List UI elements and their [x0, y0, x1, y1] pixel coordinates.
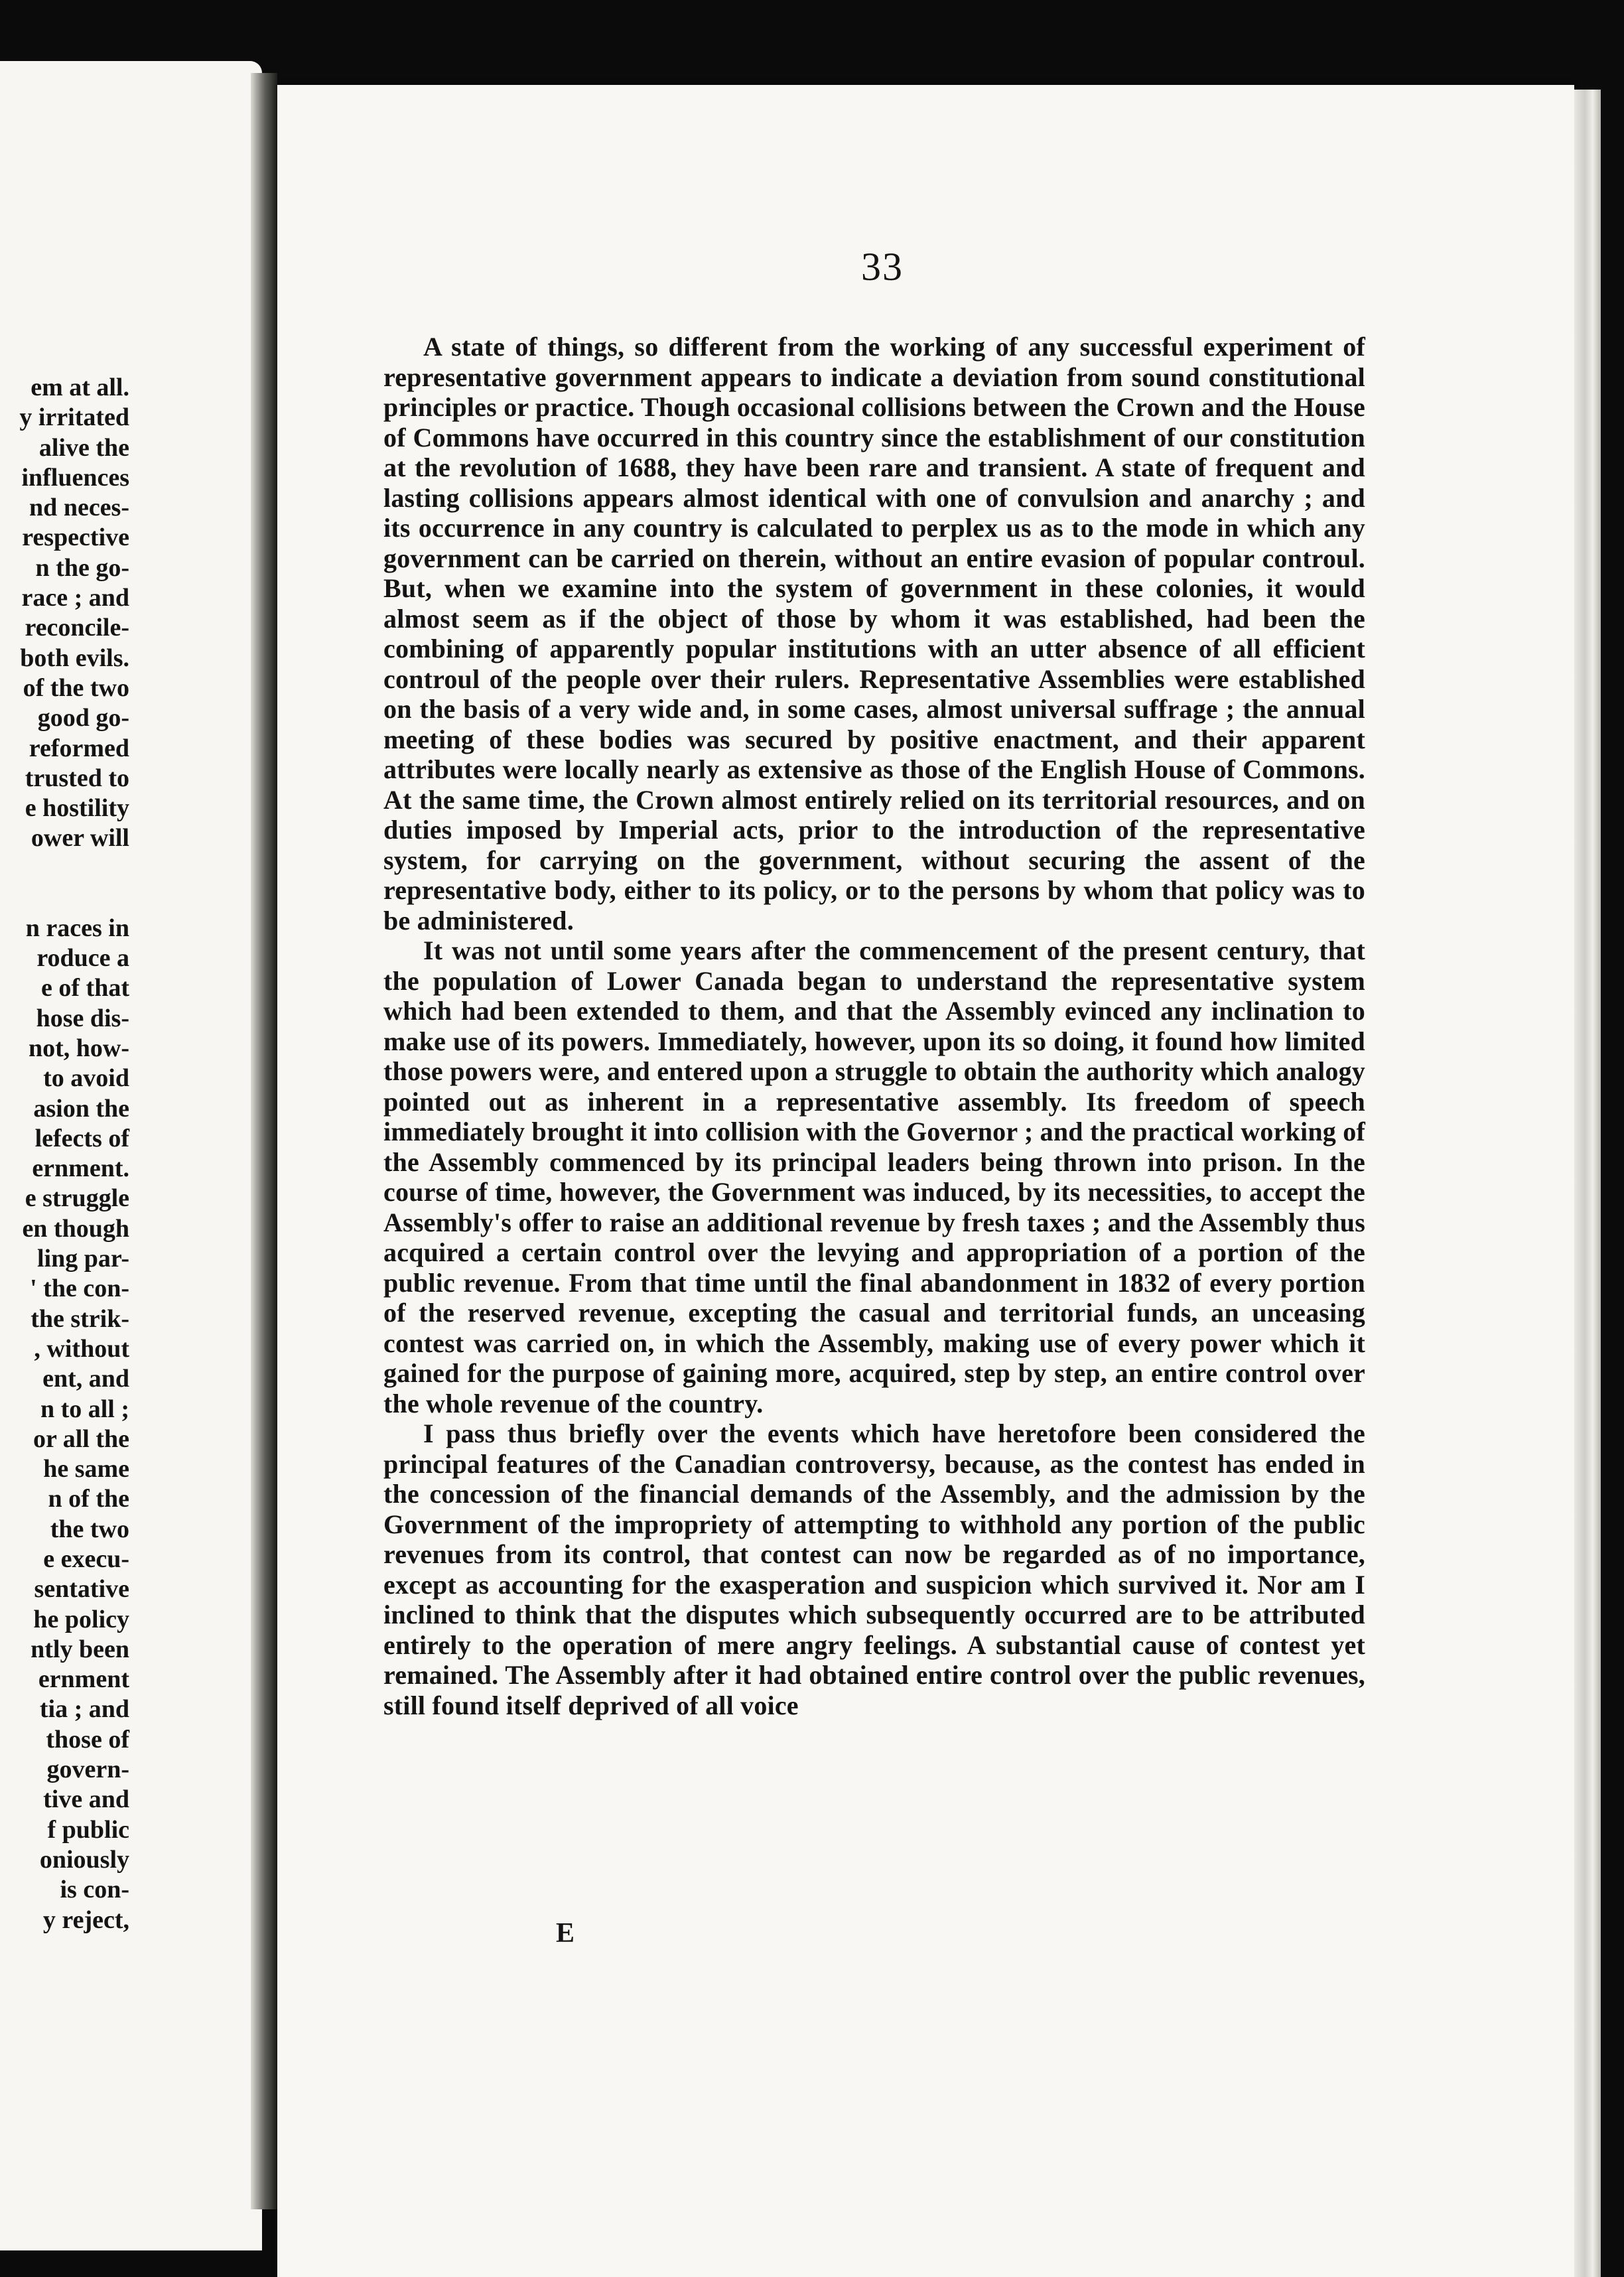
left-page-line: ling par- — [37, 1245, 129, 1273]
left-page-line: he policy — [33, 1605, 129, 1633]
signature-mark: E — [556, 1918, 575, 1949]
left-page-text — [0, 373, 129, 1935]
left-page-line: tia ; and — [39, 1695, 129, 1724]
left-page-line: n to all ; — [40, 1395, 129, 1423]
left-page-line: both evils. — [20, 644, 129, 672]
page-number: 33 — [861, 245, 904, 289]
left-page-line: roduce a — [36, 944, 129, 973]
left-page-line: y irritated — [19, 403, 129, 432]
left-page-line: race ; and — [21, 584, 129, 612]
left-page-line: is con- — [60, 1876, 129, 1904]
left-page-line: influences — [21, 463, 129, 492]
left-page-line: y reject, — [42, 1905, 129, 1934]
page-edge — [1574, 90, 1601, 2277]
left-page-line: en though — [22, 1214, 129, 1243]
left-page-line: asion the — [33, 1094, 129, 1123]
left-page-line: not, how- — [28, 1034, 129, 1062]
left-page-line: alive the — [38, 433, 129, 462]
left-page-line: ernment — [38, 1665, 129, 1694]
paragraph: A state of things, so different from the working of any successful experiment of representative government appears to indicate a deviation from sound constitutional principles or practice. Though occasional collisions between the Crown and the House of Commons have occurred in this country since the establishment of our constitution at the revolution of 1688, they have been rare and transient. A state of frequent and lasting collisions appears almost identical with one of convulsion and anarchy ; and its occurrence in any country is calculated to perplex us as to the mode in which any government can be carried on therein, without an entire evasion of popular controul. But, when we examine into the system of government in these colonies, it would almost seem as if the object of those by whom it was established, had been the combining of apparently popular institutions with an utter absence of all efficient controul of the people over their rulers. Representative Assemblies were established on the basis of a very wide and, in some cases, almost universal suffrage ; the annual meeting of these bodies was secured by positive enactment, and their apparent attributes were locally nearly as extensive as those of the English House of Commons. At the same time, the Crown almost entirely relied on its territorial resources, and on duties imposed by Imperial acts, prior to the introduction of the representative system, for carrying on the government, without securing the assent of the representative body, either to its policy, or to the persons by whom that policy was to be administered. — [383, 332, 1365, 935]
left-page-line: hose dis- — [36, 1004, 129, 1032]
paragraph: It was not until some years after the commencement of the present century, that the population of Lower Canada began to understand the representative system which had been extended to them, and that the Assembly evinced any inclination to make use of its powers. Immediately, however, upon its so doing, it found how limited those powers were, and entered upon a struggle to obtain the authority which analogy pointed out as inherent in a representative assembly. Its freedom of speech immediately brought it into collision with the Governor ; and the practical working of the Assembly commenced by its principal leaders being thrown into prison. In the course of time, however, the Government was induced, by its necessities, to accept the Assembly's offer to raise an additional revenue by fresh taxes ; and the Assembly thus acquired a certain control over the levying and appropriation of a portion of the public revenue. From that time until the final abandonment in 1832 of every portion of the reserved revenue, excepting the casual and territorial funds, an unceasing contest was carried on, in which the Assembly, making use of every power which it gained for the purpose of gaining more, acquired, step by step, an entire control over the whole revenue of the country. — [383, 935, 1365, 1418]
left-page-line: e struggle — [25, 1184, 129, 1213]
left-page-line: ent, and — [42, 1365, 129, 1393]
left-page-line — [0, 854, 129, 914]
left-page-line: reconcile- — [25, 614, 129, 642]
left-page-line: , without — [34, 1334, 129, 1363]
left-page-line: ' the con- — [30, 1275, 129, 1303]
left-page-line: to avoid — [43, 1064, 129, 1093]
left-page-line: e of that — [41, 974, 129, 1002]
left-page-line: sentative — [34, 1575, 129, 1604]
body-text — [383, 332, 1365, 1720]
left-page-line: ernment. — [32, 1154, 129, 1183]
left-page-line: or all the — [33, 1424, 129, 1453]
left-page-line: n races in — [25, 914, 129, 942]
left-page-line: n the go- — [35, 553, 129, 582]
left-page-line: govern- — [46, 1756, 129, 1784]
left-page-line: f public — [47, 1815, 129, 1844]
left-page-line: nd neces- — [29, 494, 129, 522]
left-page-line: good go- — [37, 704, 129, 732]
left-page-line: reformed — [29, 734, 129, 762]
left-page-line: n of the — [48, 1485, 129, 1513]
left-page-line: ower will — [31, 824, 129, 853]
paragraph: I pass thus briefly over the events which have heretofore been considered the principal features of the Canadian controversy, because, as the contest has ended in the concession of the financial demands of the Assembly, and the admission by the Government of the impropriety of attempting to withhold any portion of the public revenues from its control, that contest can now be regarded as of no importance, except as accounting for the exasperation and suspicion which survived it. Nor am I inclined to think that the disputes which subsequently occurred are to be attributed entirely to the operation of mere angry feelings. A substantial cause of contest yet remained. The Assembly after it had obtained entire control over the public revenues, still found itself deprived of all voice — [383, 1418, 1365, 1720]
left-page-line: tive and — [43, 1785, 129, 1814]
left-page-line: ntly been — [31, 1635, 129, 1663]
left-page-line: of the two — [23, 673, 129, 702]
left-page — [0, 61, 262, 2250]
left-page-line: respective — [22, 523, 129, 552]
left-page-line: the strik- — [31, 1304, 129, 1333]
left-page-line: the two — [50, 1515, 129, 1543]
left-page-line: trusted to — [25, 764, 129, 792]
left-page-line: lefects of — [34, 1124, 129, 1152]
left-page-line: oniously — [39, 1845, 129, 1874]
book-gutter — [251, 73, 277, 2209]
left-page-line: those of — [46, 1725, 129, 1754]
left-page-line: e hostility — [25, 794, 129, 823]
left-page-line: em at all. — [31, 374, 129, 401]
left-page-line: e execu- — [43, 1545, 129, 1573]
left-page-line: he same — [43, 1455, 129, 1484]
